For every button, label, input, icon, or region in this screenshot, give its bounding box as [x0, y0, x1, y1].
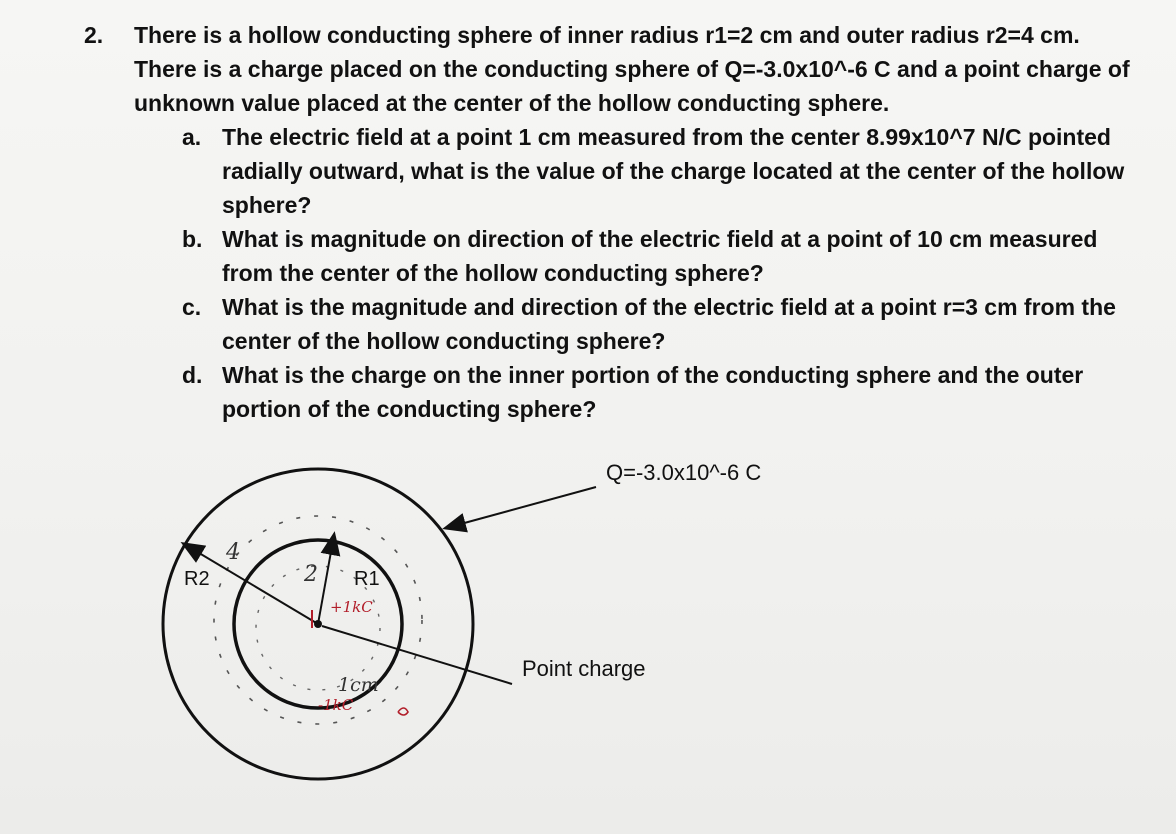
point-charge-label: Point charge [522, 656, 646, 681]
intro-line: unknown value placed at the center of the hollow conducting sphere. [134, 90, 890, 116]
intro-line: There is a hollow conducting sphere of inner radius r1=2 cm and outer radius r2=4 cm. [134, 22, 1080, 48]
handwritten-center-charge: +1kC [330, 598, 373, 616]
part-label: b. [182, 226, 203, 252]
part-label: d. [182, 362, 203, 388]
intro-line: There is a charge placed on the conducting sphere of Q=-3.0x10^-6 C and a point charge of [134, 56, 1130, 82]
part-line: The electric field at a point 1 cm measured from the center 8.99x10^7 N/C pointed [222, 124, 1111, 150]
part-line: What is magnitude on direction of the electric field at a point of 10 cm measured [222, 226, 1098, 252]
handwritten-inner-radius: 2 [304, 562, 318, 587]
problem-number: 2. [84, 22, 104, 48]
part-line: portion of the conducting sphere? [222, 396, 597, 422]
part-line: from the center of the hollow conducting sphere? [222, 260, 764, 286]
part-line: What is the magnitude and direction of the electric field at a point r=3 cm from the [222, 294, 1116, 320]
part-line: What is the charge on the inner portion of the conducting sphere and the outer [222, 362, 1084, 388]
charge-leader-arrow [446, 487, 596, 528]
inner-radius-label: R1 [354, 568, 380, 590]
part-label: a. [182, 124, 202, 150]
part-line: radially outward, what is the value of the charge located at the center of the hollow [222, 158, 1125, 184]
part-label: c. [182, 294, 202, 320]
center-point-charge [314, 620, 322, 628]
handwritten-outer-radius: 4 [226, 540, 240, 565]
part-line: center of the hollow conducting sphere? [222, 328, 666, 354]
outer-radius-label: R2 [184, 568, 210, 590]
part-line: sphere? [222, 192, 312, 218]
charge-q-label: Q=-3.0x10^-6 C [606, 460, 762, 485]
handwritten-scribble [398, 708, 408, 715]
handwritten-1cm: 1cm [338, 674, 379, 696]
handwritten-negative-charge: -1kC [318, 696, 354, 714]
